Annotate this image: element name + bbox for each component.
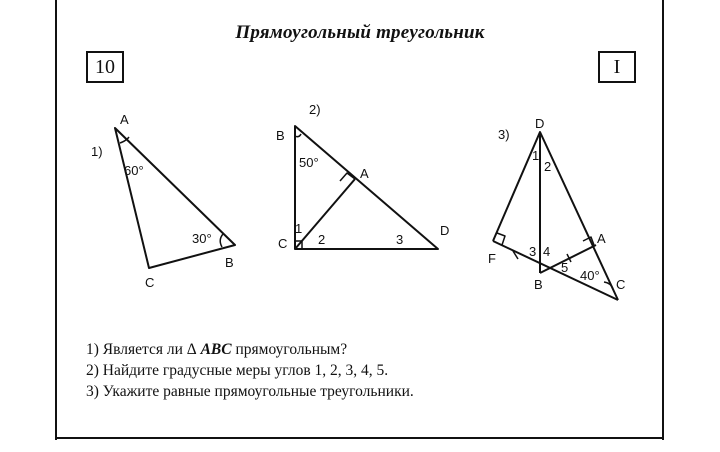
figure-1-triangle xyxy=(115,128,235,268)
figure-3-angle-1: 1 xyxy=(532,148,540,163)
figure-1-angle-a-label: 60° xyxy=(124,163,144,178)
figure-3-angle-3: 3 xyxy=(529,244,537,259)
figure-3-label-b: B xyxy=(534,277,543,292)
task-1 xyxy=(86,340,347,360)
figure-1-label-a: A xyxy=(120,112,129,127)
figure-1-label-b: B xyxy=(225,255,234,270)
figure-3-number: 3) xyxy=(498,127,510,142)
figure-2-right-angle-a xyxy=(340,173,355,181)
figure-3-label-a: A xyxy=(597,231,606,246)
figure-3-label-f: F xyxy=(488,251,496,266)
figure-2-label-c: C xyxy=(278,236,288,251)
triangle-name: ABC xyxy=(200,341,232,358)
variant-box: I xyxy=(598,51,636,83)
figure-3-label-c: C xyxy=(616,277,626,292)
figure-3-angle-c-label: 40° xyxy=(580,268,600,283)
task-1-end: прямоугольным? xyxy=(231,341,348,358)
task-3: 3) Укажите равные прямоугольные треугольники. xyxy=(86,383,414,400)
figure-2-angle-1: 1 xyxy=(295,221,303,236)
figure-2-angle-3: 3 xyxy=(396,232,404,247)
triangle-symbol: Δ xyxy=(186,341,197,358)
figure-1-angle-b-label: 30° xyxy=(192,231,212,246)
figure-1-label-c: C xyxy=(145,275,155,290)
figure-2-angle-2: 2 xyxy=(318,232,326,247)
figure-2-label-d: D xyxy=(440,223,450,238)
page-title: Прямоугольный треугольник xyxy=(235,22,485,43)
figure-1-angle-b-arc xyxy=(220,234,223,247)
figure-3-angle-5: 5 xyxy=(561,260,569,275)
figure-2-label-b: B xyxy=(276,128,285,143)
figure-2-angle-b-label: 50° xyxy=(299,155,319,170)
task-1-text: 1) Является ли xyxy=(86,341,187,358)
figure-3-angle-2: 2 xyxy=(544,159,552,174)
figure-2-label-a: A xyxy=(360,166,369,181)
task-2: 2) Найдите градусные меры углов 1, 2, 3, 4, 5. xyxy=(86,362,389,379)
figure-1-number: 1) xyxy=(91,144,103,159)
figure-2-triangle xyxy=(295,126,438,249)
figure-3-label-d: D xyxy=(535,116,545,131)
card-number-box: 10 xyxy=(86,51,124,83)
figure-3-angle-4: 4 xyxy=(543,244,551,259)
figure-2-number: 2) xyxy=(309,102,321,117)
